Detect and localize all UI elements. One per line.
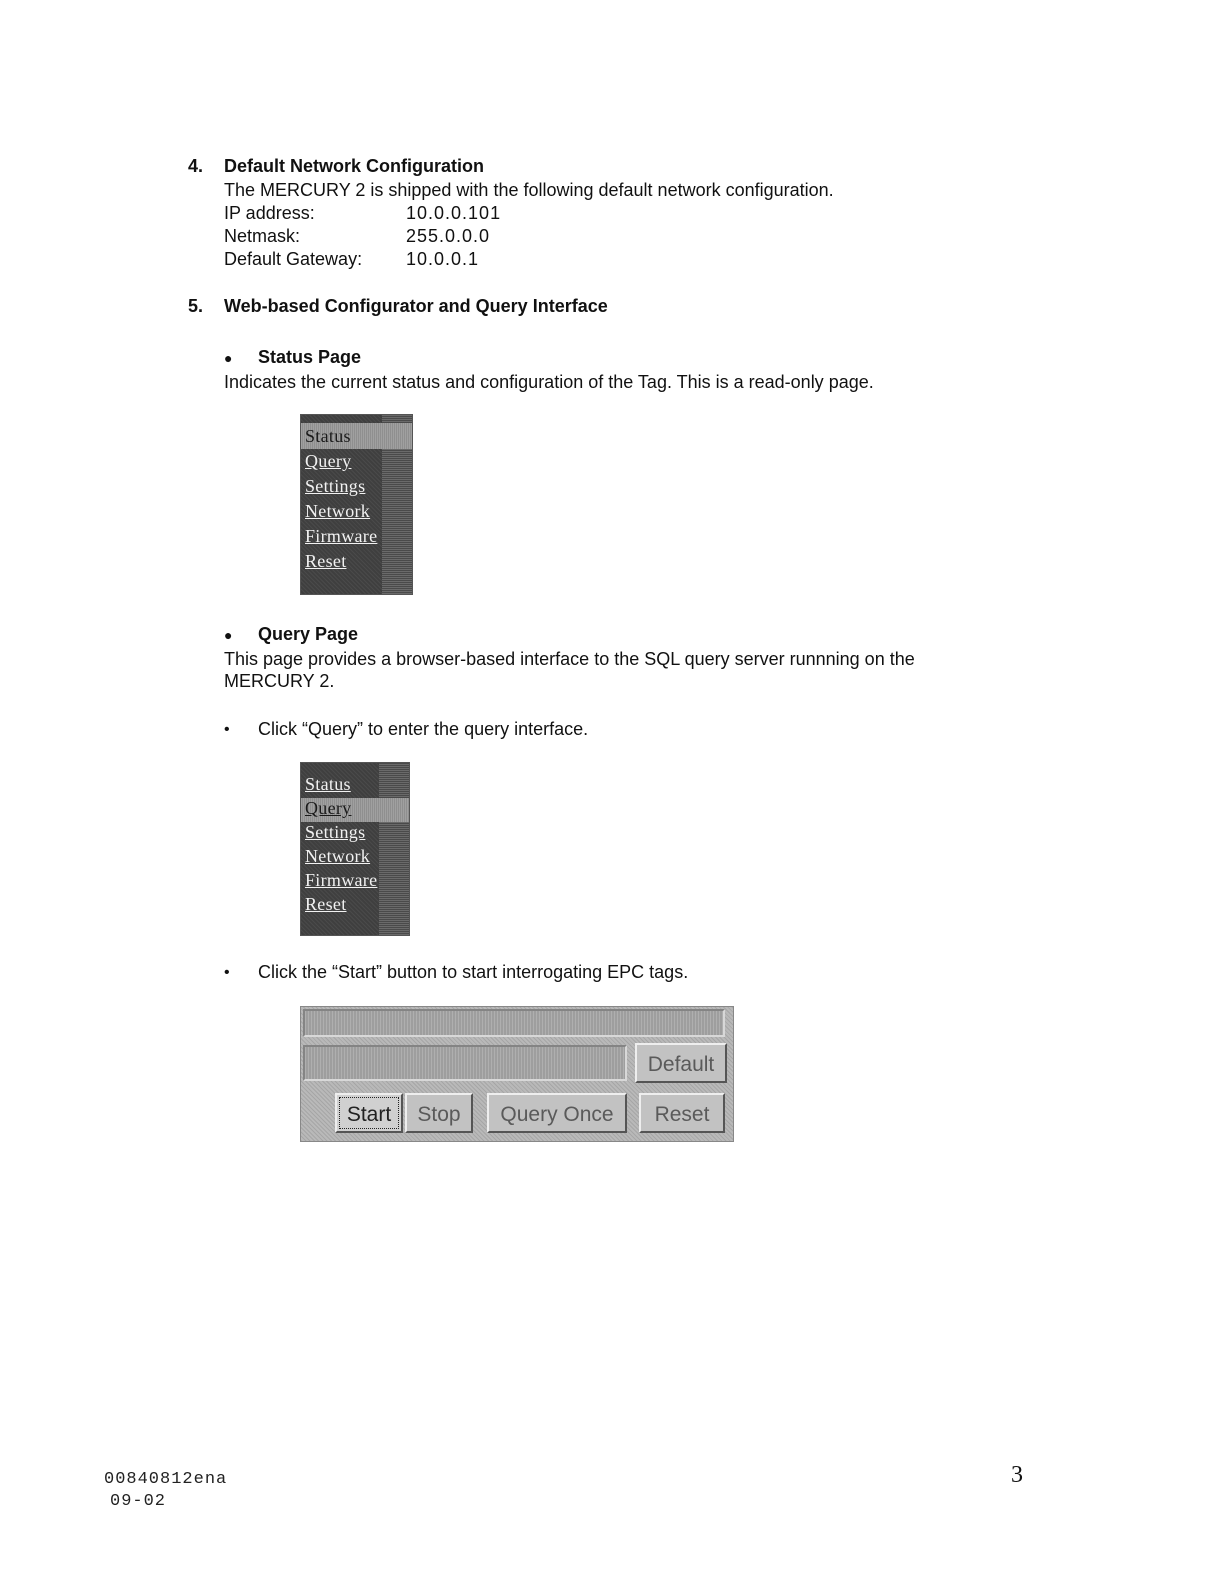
query-page-description-line1: This page provides a browser-based interface to the SQL query server runnning on the bbox=[224, 649, 915, 669]
section-5-number: 5. bbox=[188, 296, 204, 316]
query-page-description-line2: MERCURY 2. bbox=[224, 671, 335, 691]
nav-item-firmware[interactable]: Firmware bbox=[305, 526, 378, 546]
nav-item-settings[interactable]: Settings bbox=[305, 476, 366, 496]
status-page-description: Indicates the current status and configuration of the Tag. This is a read-only page. bbox=[224, 372, 874, 392]
nav-menu-status-active bbox=[300, 414, 413, 595]
default-gateway-value: 10.0.0.1 bbox=[406, 249, 480, 269]
query-page-title: Query Page bbox=[258, 624, 359, 644]
query-step-1: Click “Query” to enter the query interface. bbox=[258, 719, 589, 739]
reset-button[interactable]: Reset bbox=[639, 1093, 725, 1133]
query-button-panel bbox=[300, 1006, 734, 1142]
netmask-value: 255.0.0.0 bbox=[406, 226, 491, 246]
bullet-icon: ● bbox=[224, 627, 233, 643]
query-step-2: Click the “Start” button to start interrogating EPC tags. bbox=[258, 962, 689, 982]
nav-item-reset[interactable]: Reset bbox=[305, 551, 347, 571]
menu-shading bbox=[379, 763, 409, 935]
nav-item-firmware[interactable]: Firmware bbox=[305, 870, 378, 890]
section-4-intro: The MERCURY 2 is shipped with the following default network configuration. bbox=[224, 180, 834, 200]
nav-item-reset[interactable]: Reset bbox=[305, 894, 347, 914]
nav-item-status[interactable]: Status bbox=[305, 426, 351, 446]
query-text-field[interactable] bbox=[303, 1009, 725, 1037]
nav-menu-query-active bbox=[300, 762, 410, 936]
bullet-icon: • bbox=[224, 721, 230, 738]
nav-item-network[interactable]: Network bbox=[305, 501, 371, 521]
ip-address-label: IP address: bbox=[224, 203, 315, 223]
nav-item-status[interactable]: Status bbox=[305, 774, 351, 794]
bullet-icon: ● bbox=[224, 350, 233, 366]
section-5-heading: Web-based Configurator and Query Interface bbox=[224, 296, 608, 316]
ip-address-value: 10.0.0.101 bbox=[406, 203, 502, 223]
doc-code: 00840812ena bbox=[104, 1470, 228, 1489]
start-button[interactable]: Start bbox=[335, 1093, 403, 1133]
stop-button[interactable]: Stop bbox=[405, 1093, 473, 1133]
bullet-icon: • bbox=[224, 964, 230, 981]
default-button[interactable]: Default bbox=[635, 1043, 727, 1083]
nav-item-query[interactable]: Query bbox=[305, 451, 352, 471]
status-page-title: Status Page bbox=[258, 347, 362, 367]
doc-date: 09-02 bbox=[110, 1492, 167, 1511]
page-number: 3 bbox=[1011, 1462, 1023, 1488]
query-once-button[interactable]: Query Once bbox=[487, 1093, 627, 1133]
nav-item-query[interactable]: Query bbox=[305, 798, 352, 818]
query-input-field[interactable] bbox=[303, 1045, 627, 1081]
section-4-number: 4. bbox=[188, 156, 204, 176]
section-4-heading: Default Network Configuration bbox=[224, 156, 484, 176]
netmask-label: Netmask: bbox=[224, 226, 301, 246]
nav-item-network[interactable]: Network bbox=[305, 846, 371, 866]
default-gateway-label: Default Gateway: bbox=[224, 249, 363, 269]
nav-item-settings[interactable]: Settings bbox=[305, 822, 366, 842]
